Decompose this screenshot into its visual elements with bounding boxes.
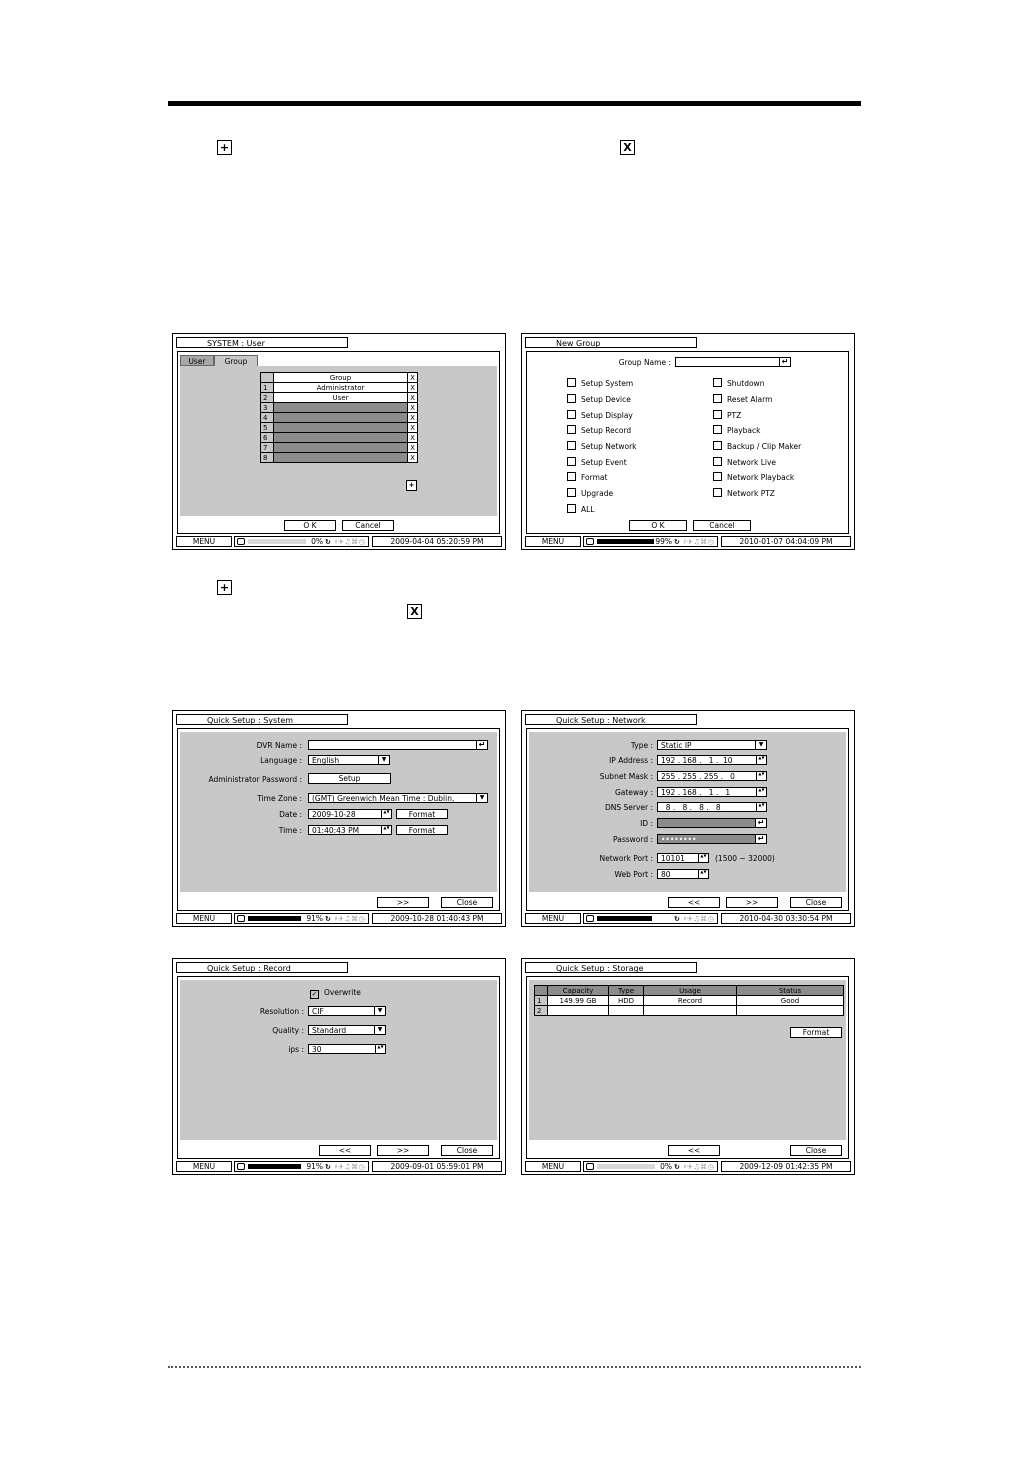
checkbox-playback[interactable]: Playback bbox=[713, 425, 760, 435]
datetime: 2009-04-04 05:20:59 PM bbox=[372, 536, 502, 547]
ip-address-label: IP Address : bbox=[609, 756, 653, 765]
checkbox-network-playback[interactable]: Network Playback bbox=[713, 472, 794, 482]
checkbox-network-ptz[interactable]: Network PTZ bbox=[713, 488, 775, 498]
column-header: Capacity bbox=[548, 986, 609, 996]
status-icons: ↻ ♯✈♫⌘◷ bbox=[325, 538, 366, 546]
menu-button[interactable]: MENU bbox=[525, 536, 581, 547]
hdd-icon bbox=[237, 1163, 245, 1170]
status-bar bbox=[525, 536, 851, 547]
table-row[interactable]: 1 149.99 GB HDD Record Good bbox=[535, 996, 844, 1006]
settings-panel bbox=[180, 732, 497, 892]
add-group-icon[interactable]: + bbox=[406, 480, 417, 491]
checkbox-setup-network[interactable]: Setup Network bbox=[567, 441, 637, 451]
close-button[interactable]: Close bbox=[441, 1145, 493, 1156]
table-row[interactable]: 8 X bbox=[261, 453, 418, 463]
prev-button[interactable]: << bbox=[668, 897, 720, 908]
delete-icon[interactable]: X bbox=[408, 393, 418, 403]
content-frame bbox=[177, 728, 500, 911]
spinner-icon[interactable]: ▲▼ bbox=[375, 1045, 385, 1053]
status-bar bbox=[525, 1161, 851, 1172]
web-port-label: Web Port : bbox=[614, 870, 653, 879]
group-table bbox=[260, 372, 418, 463]
table-row[interactable]: 1 Administrator X bbox=[261, 383, 418, 393]
page-header-rule bbox=[168, 101, 861, 106]
quality-label: Quality : bbox=[272, 1026, 304, 1035]
close-button[interactable]: Close bbox=[790, 1145, 842, 1156]
delete-icon[interactable]: X bbox=[408, 453, 418, 463]
checkbox-all[interactable]: ALL bbox=[567, 504, 595, 514]
network-port-range: (1500 ~ 32000) bbox=[715, 854, 775, 863]
status-icons: ↻ ♯✈♫⌘◷ bbox=[674, 538, 715, 546]
column-header: Type bbox=[609, 986, 644, 996]
spinner-icon[interactable]: ▲▼ bbox=[756, 788, 766, 796]
chevron-down-icon[interactable]: ▼ bbox=[374, 1026, 385, 1034]
spinner-icon[interactable]: ▲▼ bbox=[756, 772, 766, 780]
language-select[interactable]: English ▼ bbox=[308, 755, 390, 765]
status-icons: ↻ ♯✈♫⌘◷ bbox=[325, 1163, 366, 1171]
next-button[interactable]: >> bbox=[726, 897, 778, 908]
spinner-icon[interactable]: ▲▼ bbox=[381, 810, 391, 818]
screen-system-user bbox=[172, 333, 506, 550]
cancel-button[interactable]: Cancel bbox=[693, 520, 751, 531]
spinner-icon[interactable]: ▲▼ bbox=[756, 803, 766, 811]
hdd-percent: 91% bbox=[306, 914, 323, 923]
hdd-usage-bar bbox=[248, 1164, 301, 1169]
screen-quick-setup-network bbox=[521, 710, 855, 927]
id-label: ID : bbox=[640, 819, 653, 828]
checkbox-ptz[interactable]: PTZ bbox=[713, 410, 741, 420]
datetime: 2009-12-09 01:42:35 PM bbox=[721, 1161, 851, 1172]
timezone-label: Time Zone : bbox=[257, 794, 302, 803]
date-label: Date : bbox=[279, 810, 302, 819]
time-format-button[interactable]: Format bbox=[396, 825, 448, 835]
checkbox-shutdown[interactable]: Shutdown bbox=[713, 378, 764, 388]
timezone-select[interactable]: (GMT) Greenwich Mean Time : Dublin, ▼ bbox=[308, 793, 488, 803]
table-row[interactable]: 6 X bbox=[261, 433, 418, 443]
chevron-down-icon[interactable]: ▼ bbox=[476, 794, 487, 802]
checkbox-backup-clip-maker[interactable]: Backup / Clip Maker bbox=[713, 441, 801, 451]
menu-button[interactable]: MENU bbox=[525, 913, 581, 924]
delete-icon[interactable]: X bbox=[408, 383, 418, 393]
window-title: SYSTEM : User bbox=[176, 337, 348, 348]
menu-button[interactable]: MENU bbox=[176, 913, 232, 924]
time-label: Time : bbox=[278, 826, 302, 835]
menu-button[interactable]: MENU bbox=[525, 1161, 581, 1172]
spinner-icon[interactable]: ▲▼ bbox=[698, 854, 708, 862]
content-frame bbox=[526, 728, 849, 911]
screen-quick-setup-storage bbox=[521, 958, 855, 1175]
close-button[interactable]: Close bbox=[441, 897, 493, 908]
screen-quick-setup-record bbox=[172, 958, 506, 1175]
hdd-usage bbox=[583, 1161, 718, 1172]
datetime: 2010-01-07 04:04:09 PM bbox=[721, 536, 851, 547]
table-row[interactable]: 3 X bbox=[261, 403, 418, 413]
hdd-usage bbox=[583, 536, 718, 547]
delete-icon[interactable]: X bbox=[408, 373, 418, 383]
menu-button[interactable]: MENU bbox=[176, 1161, 232, 1172]
delete-icon[interactable]: X bbox=[408, 403, 418, 413]
checkbox-reset-alarm[interactable]: Reset Alarm bbox=[713, 394, 772, 404]
subnet-mask-label: Subnet Mask : bbox=[599, 772, 653, 781]
setup-button[interactable]: Setup bbox=[308, 773, 391, 784]
ip-address-input[interactable]: 192 . 168 . 1 . 10 ▲▼ bbox=[657, 755, 767, 765]
hdd-usage bbox=[234, 1161, 369, 1172]
storage-table bbox=[534, 985, 844, 1016]
window-title: Quick Setup : System bbox=[176, 714, 348, 725]
delete-icon[interactable]: X bbox=[408, 423, 418, 433]
language-label: Language : bbox=[260, 756, 302, 765]
check-icon: ✓ bbox=[311, 990, 318, 998]
table-row[interactable]: 7 X bbox=[261, 443, 418, 453]
window-title: Quick Setup : Record bbox=[176, 962, 348, 973]
spinner-icon[interactable]: ▲▼ bbox=[381, 826, 391, 834]
checkbox-setup-system[interactable]: Setup System bbox=[567, 378, 633, 388]
hdd-percent: 0% bbox=[660, 1162, 672, 1171]
table-row[interactable]: 5 X bbox=[261, 423, 418, 433]
hdd-percent: 0% bbox=[311, 537, 323, 546]
checkbox-format[interactable]: Format bbox=[567, 472, 607, 482]
status-bar bbox=[525, 913, 851, 924]
hdd-icon bbox=[237, 915, 245, 922]
ok-button[interactable]: O K bbox=[629, 520, 687, 531]
ok-button[interactable]: O K bbox=[284, 520, 336, 531]
checkbox-setup-device[interactable]: Setup Device bbox=[567, 394, 631, 404]
add-icon: + bbox=[217, 580, 232, 595]
content-frame bbox=[526, 351, 849, 534]
delete-icon[interactable]: X bbox=[408, 433, 418, 443]
settings-panel bbox=[180, 980, 497, 1140]
resolution-label: Resolution : bbox=[259, 1007, 304, 1016]
enter-icon[interactable]: ↵ bbox=[755, 819, 766, 827]
dvr-name-label: DVR Name : bbox=[256, 741, 302, 750]
next-button[interactable]: >> bbox=[377, 1145, 429, 1156]
content-frame bbox=[177, 976, 500, 1159]
table-row[interactable]: 2 bbox=[535, 1006, 844, 1016]
status-bar bbox=[176, 1161, 502, 1172]
screen-new-group bbox=[521, 333, 855, 550]
prev-button[interactable]: << bbox=[668, 1145, 720, 1156]
close-button[interactable]: Close bbox=[790, 897, 842, 908]
hdd-percent: 99% bbox=[655, 537, 672, 546]
checkbox-setup-record[interactable]: Setup Record bbox=[567, 425, 631, 435]
delete-icon: X bbox=[620, 140, 635, 155]
gateway-label: Gateway : bbox=[614, 788, 653, 797]
screen-quick-setup-system bbox=[172, 710, 506, 927]
resolution-select[interactable]: CIF ▼ bbox=[308, 1006, 386, 1016]
dns-server-label: DNS Server : bbox=[604, 803, 653, 812]
overwrite-checkbox[interactable]: ✓ Overwrite bbox=[311, 988, 361, 998]
storage-panel bbox=[529, 980, 846, 1140]
dns-server-input[interactable]: 8 . 8 . 8 . 8 ▲▼ bbox=[657, 802, 767, 812]
hdd-usage bbox=[583, 913, 718, 924]
group-column-header: Group bbox=[274, 373, 408, 383]
window-title: New Group bbox=[525, 337, 697, 348]
password-input[interactable]: •••••••• ↵ bbox=[657, 834, 767, 844]
web-port-input[interactable]: 80 ▲▼ bbox=[657, 869, 709, 879]
cancel-button[interactable]: Cancel bbox=[342, 520, 394, 531]
delete-icon[interactable]: X bbox=[408, 443, 418, 453]
dvr-name-input[interactable] bbox=[308, 740, 488, 750]
enter-icon[interactable]: ↵ bbox=[476, 741, 487, 749]
id-input[interactable] bbox=[657, 818, 767, 828]
chevron-down-icon[interactable]: ▼ bbox=[755, 741, 766, 749]
delete-icon: X bbox=[407, 604, 422, 619]
type-label: Type : bbox=[630, 741, 653, 750]
datetime: 2009-10-28 01:40:43 PM bbox=[372, 913, 502, 924]
spinner-icon[interactable]: ▲▼ bbox=[698, 870, 708, 878]
network-port-input[interactable]: 10101 ▲▼ bbox=[657, 853, 709, 863]
enter-icon[interactable]: ↵ bbox=[755, 835, 766, 843]
hdd-icon bbox=[586, 538, 594, 545]
subnet-mask-input[interactable]: 255 . 255 . 255 . 0 ▲▼ bbox=[657, 771, 767, 781]
next-button[interactable]: >> bbox=[377, 897, 429, 908]
datetime: 2010-04-30 03:30:54 PM bbox=[721, 913, 851, 924]
window-title: Quick Setup : Network bbox=[525, 714, 697, 725]
status-bar bbox=[176, 913, 502, 924]
column-header: Usage bbox=[644, 986, 737, 996]
time-input[interactable]: 01:40:43 PM ▲▼ bbox=[308, 825, 392, 835]
hdd-usage-bar bbox=[597, 916, 652, 921]
page-footer-rule bbox=[168, 1366, 861, 1368]
hdd-usage-bar bbox=[248, 916, 301, 921]
column-header: Status bbox=[737, 986, 844, 996]
table-row[interactable]: 4 X bbox=[261, 413, 418, 423]
group-name-input[interactable] bbox=[675, 357, 791, 367]
admin-password-label: Administrator Password : bbox=[208, 775, 302, 784]
menu-button[interactable]: MENU bbox=[176, 536, 232, 547]
checkbox-setup-event[interactable]: Setup Event bbox=[567, 457, 627, 467]
chevron-down-icon[interactable]: ▼ bbox=[374, 1007, 385, 1015]
hdd-icon bbox=[586, 915, 594, 922]
enter-icon[interactable]: ↵ bbox=[779, 358, 790, 366]
prev-button[interactable]: << bbox=[319, 1145, 371, 1156]
group-name-label: Group Name : bbox=[618, 358, 671, 367]
checkbox-upgrade[interactable]: Upgrade bbox=[567, 488, 613, 498]
settings-panel bbox=[529, 732, 846, 892]
hdd-icon bbox=[586, 1163, 594, 1170]
chevron-down-icon[interactable]: ▼ bbox=[378, 756, 389, 764]
date-input[interactable]: 2009-10-28 ▲▼ bbox=[308, 809, 392, 819]
group-panel bbox=[180, 366, 497, 516]
quality-select[interactable]: Standard ▼ bbox=[308, 1025, 386, 1035]
tab-user[interactable]: User bbox=[180, 355, 214, 366]
table-row[interactable]: 2 User X bbox=[261, 393, 418, 403]
content-frame bbox=[526, 976, 849, 1159]
window-title: Quick Setup : Storage bbox=[525, 962, 697, 973]
hdd-usage bbox=[234, 536, 369, 547]
hdd-icon bbox=[237, 538, 245, 545]
type-select[interactable]: Static IP ▼ bbox=[657, 740, 767, 750]
add-icon: + bbox=[217, 140, 232, 155]
content-frame bbox=[177, 351, 500, 534]
delete-icon[interactable]: X bbox=[408, 413, 418, 423]
network-port-label: Network Port : bbox=[599, 854, 653, 863]
datetime: 2009-09-01 05:59:01 PM bbox=[372, 1161, 502, 1172]
ips-label: ips : bbox=[288, 1045, 304, 1054]
status-icons: ↻ ♯✈♫⌘◷ bbox=[325, 915, 366, 923]
ips-input[interactable]: 30 ▲▼ bbox=[308, 1044, 386, 1054]
date-format-button[interactable]: Format bbox=[396, 809, 448, 819]
gateway-input[interactable]: 192 . 168 . 1 . 1 ▲▼ bbox=[657, 787, 767, 797]
hdd-usage bbox=[234, 913, 369, 924]
password-label: Password : bbox=[613, 835, 653, 844]
checkbox-network-live[interactable]: Network Live bbox=[713, 457, 776, 467]
hdd-percent: 91% bbox=[306, 1162, 323, 1171]
tab-group[interactable]: Group bbox=[214, 355, 258, 366]
status-icons: ↻ ♯✈♫⌘◷ bbox=[674, 1163, 715, 1171]
spinner-icon[interactable]: ▲▼ bbox=[756, 756, 766, 764]
checkbox-setup-display[interactable]: Setup Display bbox=[567, 410, 633, 420]
status-icons: ↻ ♯✈♫⌘◷ bbox=[674, 915, 715, 923]
format-button[interactable]: Format bbox=[790, 1027, 842, 1038]
status-bar bbox=[176, 536, 502, 547]
